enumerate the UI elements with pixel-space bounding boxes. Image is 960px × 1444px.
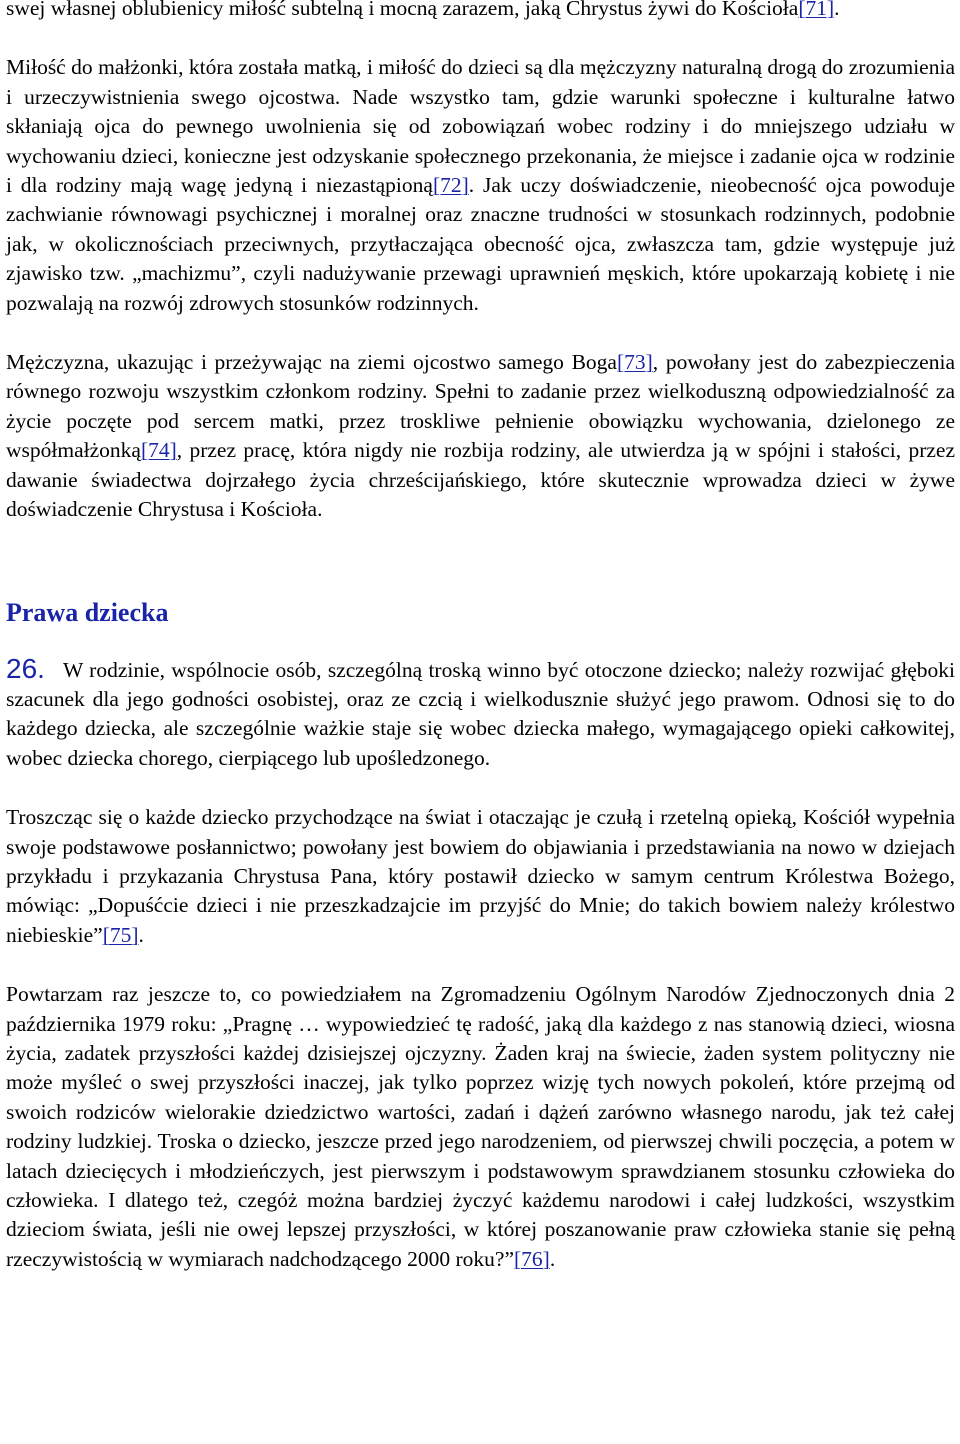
text-run: . Jak uczy doświadczenie, nieobecność ojca powoduje zachwianie równowagi psychicznej i moralnej oraz znaczne trudności w stosunkach rodzinnych, podobnie jak, w okolicznościach przeciwnych, przytłaczająca obecność ojca, zwłaszcza tam, gdzie występuje już zjawisko tzw. „machizmu”, czyli nadużywanie przewagi uprawnień męskich, które upokarzają kobietę i nie pozwalają na rozwój zdrowych stosunków rodzinnych. — [6, 173, 955, 315]
paragraph-26 — [6, 654, 955, 774]
text-run: Mężczyzna, ukazując i przeżywając na ziemi ojcostwo samego Boga — [6, 350, 617, 375]
footnote-link[interactable]: [72] — [432, 173, 469, 198]
paragraph-1 — [6, 0, 955, 23]
text-run: Troszcząc się o każde dziecko przychodzące na świat i otaczając je czułą i rzetelną opieką, Kościół wypełnia swoje podstawowe posłannictwo; powołany jest bowiem do objawiania i przedstawiania na nowo w dziejach przykładu i przykazania Chrystusa Pana, który postawił dziecko w samym centrum Królestwa Bożego, mówiąc: „Dopuśćcie dzieci i nie przeszkadzajcie im przyjść do Mnie; do takich bowiem należy królestwo niebieskie” — [6, 805, 955, 947]
text-run: Miłość do małżonki, która została matką, i miłość do dzieci są dla mężczyzny naturalną drogą do zrozumienia i urzeczywistnienia swego ojcostwa. Nade wszystko tam, gdzie warunki społeczne i kulturalne łatwo skłaniają ojca do pewnego uwolnienia się od zobowiązań wobec rodziny i do mniejszego udziału w wychowaniu dzieci, konieczne jest odzyskanie społecznego przekonania, że miejsce i zadanie ojca w rodzinie i dla rodziny mają wagę jedyną i niezastąpioną — [6, 55, 955, 198]
text-run: . — [138, 922, 144, 947]
text-run: , powołany jest do zabezpieczenia równego rozwoju wszystkim członkom rodziny. Spełni to zadanie przez wielkoduszną odpowiedzialność za życie poczęte pod sercem matki, przez troskliwe pełnienie obowiązku wychowania, dzielonego ze współmałżonką — [6, 350, 955, 463]
footnote-link[interactable]: [71] — [798, 0, 835, 20]
paragraph-6 — [6, 980, 955, 1274]
text-run: Powtarzam raz jeszcze to, co powiedziałem na Zgromadzeniu Ogólnym Narodów Zjednoczonych dnia 2 października 1979 roku: „Pragnę … wypowiedzieć tę radość, jaką dla każdego z nas stanowią dzieci, wiosna życia, zadatek przyszłości każdej dzisiejszej ojczyzny. Żaden kraj na świecie, żaden system polityczny nie może myśleć o swej przyszłości inaczej, jak tylko poprzez wizję tych nowych pokoleń, które przejmą od swoich rodziców wielorakie dziedzictwo wartości, zadań i dążeń zarówno własnego narodu, jak też całej rodziny ludzkiej. Troska o dziecko, jeszcze przed jego narodzeniem, od pierwszej chwili poczęcia, a potem w latach dziecięcych i młodzieńczych, jest pierwszym i podstawowym sprawdzianem stosunku człowieka do człowieka. I dlatego też, czegóż można bardziej życzyć każdemu narodowi i całej ludzkości, wszystkim dzieciom świata, jeśli nie owej lepszej przyszłości, w której poszanowanie praw człowieka stanie się pełną rzeczywistością w wymiarach nadchodzącego 2000 roku?” — [6, 982, 955, 1271]
text-run: . — [834, 0, 840, 20]
footnote-link[interactable]: [73] — [616, 350, 653, 375]
text-run: W rodzinie, wspólnocie osób, szczególną troską winno być otoczone dziecko; należy rozwijać głęboki szacunek dla jego godności osobistej, oraz ze czcią i wielkodusznie służyć jego prawom. Odnosi się to do każdego dziecka, ale szczególnie ważkie staje się wobec dziecka małego, wymagającego opieki całkowitej, wobec dziecka chorego, cierpiącego lub upośledzonego. — [6, 657, 955, 770]
paragraph-5 — [6, 803, 955, 950]
footnote-link[interactable]: [74] — [140, 438, 177, 463]
footnote-link[interactable]: [76] — [514, 1246, 550, 1271]
text-run: . — [549, 1246, 556, 1271]
section-number: 26. — [6, 652, 45, 684]
paragraph-2 — [6, 53, 955, 318]
document-page — [6, 0, 955, 1274]
text-run: , przez pracę, która nigdy nie rozbija rodziny, ale utwierdza ją w spójni i stałości, przez dawanie świadectwa dojrzałego życia chrześcijańskiego, które skutecznie wprowadza dzieci w żywe doświadczenie Chrystusa i Kościoła. — [6, 438, 955, 522]
footnote-link[interactable]: [75] — [102, 922, 139, 947]
text-run: swej własnej oblubienicy miłość subtelną i mocną zarazem, jaką Chrystus żywi do Kościoła — [6, 0, 799, 20]
section-heading: Prawa dziecka — [6, 597, 169, 627]
paragraph-3 — [6, 348, 955, 524]
